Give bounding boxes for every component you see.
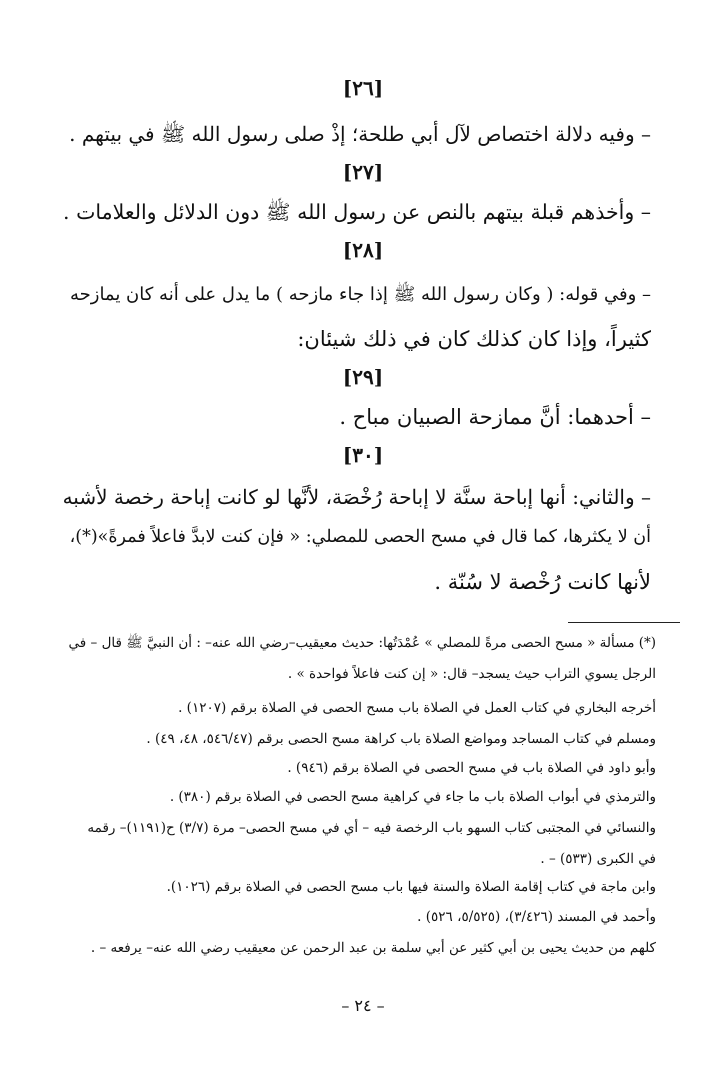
footnote-line-8: في الكبرى (٥٣٣) – . [540,851,656,867]
section-number-29: [٢٩] [342,365,384,389]
footnote-line-5: وأبو داود في الصلاة باب في مسح الحصى في الصلاة برقم (٩٤٦) . [287,760,656,776]
footnote-line-4: ومسلم في كتاب المساجد ومواضع الصلاة باب كراهة مسح الحصى برقم (٥٤٦/٤٧، ٤٨، ٤٩) . [146,731,656,747]
section-number-27: [٢٧] [342,160,384,184]
section-number-30: [٣٠] [342,443,384,467]
section-number-28: [٢٨] [342,238,384,262]
footnote-line-9: وابن ماجة في كتاب إقامة الصلاة والسنة فيها باب مسح الحصى في الصلاة برقم (١٠٢٦). [166,879,656,895]
text-line-1: – وفيه دلالة اختصاص لآل أبي طلحة؛ إذْ صلى رسول الله ﷺ في بيتهم . [69,122,651,146]
text-line-4: كثيراً، وإذا كان كذلك كان في ذلك شيئان: [297,327,651,351]
footnote-line-10: وأحمد في المسند (٣/٤٢٦)، (٥/٥٢٥، ٥٢٦) . [417,909,656,925]
footnote-line-7: والنسائي في المجتبى كتاب السهو باب الرخصة فيه – أي في مسح الحصى– مرة (٣/٧) ح(١١٩١)– رقمه [87,820,656,836]
footnote-line-6: والترمذي في أبواب الصلاة باب ما جاء في كراهية مسح الحصى في الصلاة برقم (٣٨٠) . [169,789,656,805]
text-line-8: لأنها كانت رُخْصة لا سُنّة . [434,570,651,594]
text-line-5: – أحدهما: أنَّ ممازحة الصبيان مباح . [339,405,651,429]
text-line-7: أن لا يكثرها، كما قال في مسح الحصى للمصلي: « فإن كنت لابدَّ فاعلاً فمرةً»(*)، [69,527,651,547]
footnote-line-3: أخرجه البخاري في كتاب العمل في الصلاة باب مسح الحصى في الصلاة برقم (١٢٠٧) . [178,700,656,716]
section-number-26: [٢٦] [342,76,384,100]
page-number: – ٢٤ – [341,996,385,1015]
text-line-3: – وفي قوله: ( وكان رسول الله ﷺ إذا جاء مازحه ) ما يدل على أنه كان يمازحه [69,284,651,305]
footnote-divider [568,622,680,623]
text-line-6: – والثاني: أنها إباحة سنَّة لا إباحة رُخْصَة، لأنَّها لو كانت إباحة رخصة لأشبه [62,485,651,509]
footnote-line-1: (*) مسألة « مسح الحصى مرةً للمصلي » عُمْدَتُها: حديث معيقيب–رضي الله عنه– : أن النبيَّ ﷺ قال – في [68,635,656,651]
footnote-line-2: الرجل يسوي التراب حيث يسجد– قال: « إن كنت فاعلاً فواحدة » . [287,666,656,682]
text-line-2: – وأخذهم قبلة بيتهم بالنص عن رسول الله ﷺ دون الدلائل والعلامات . [63,200,651,224]
footnote-line-11: كلهم من حديث يحيى بن أبي كثير عن أبي سلمة بن عبد الرحمن عن معيقيب رضي الله عنه– يرفعه – . [90,940,656,956]
